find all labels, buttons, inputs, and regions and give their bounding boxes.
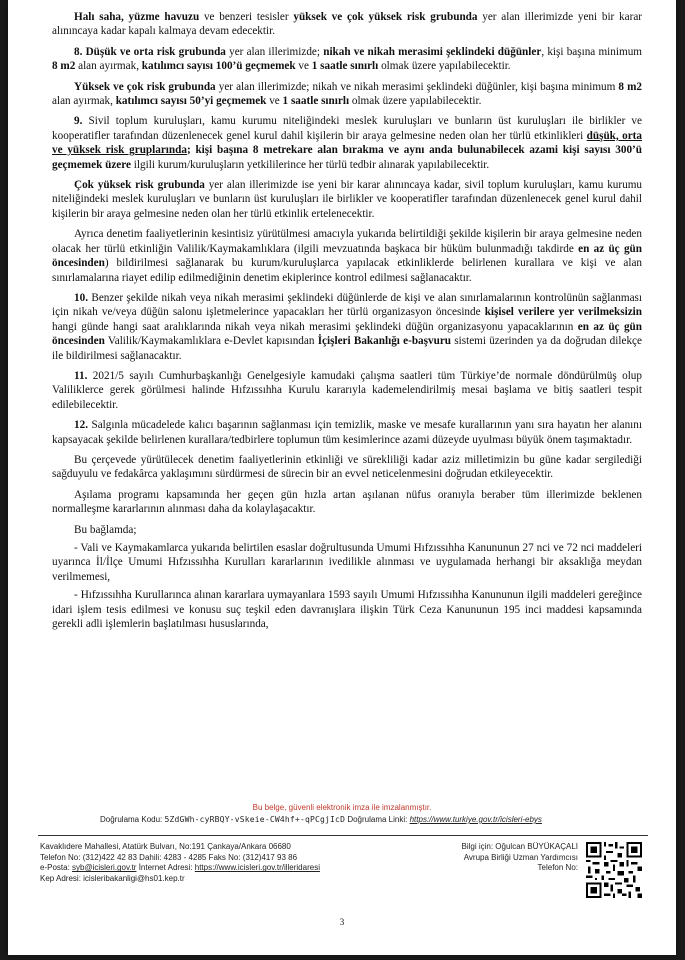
email-label: e-Posta:	[40, 863, 70, 873]
footer-phone: Telefon No: (312)422 42 83 Dahili: 4283 - 4285 Faks No: (312)417 93 86	[40, 852, 298, 862]
paragraph-text: sistemi üzerinden ya da doğrudan dilekçe ile bildirilmesi sağlanacaktır.	[52, 335, 642, 362]
paragraph-text: 1 saatle sınırlı	[282, 95, 350, 108]
paragraph-text: yer alan illerimizde;	[225, 45, 324, 58]
paragraph	[52, 45, 642, 74]
paragraph-text: Valilik/Kaymakamlıklara e-Devlet kapısından	[104, 335, 318, 348]
paragraph-text: 10.	[74, 291, 88, 304]
paragraph	[52, 114, 642, 172]
paragraph-text: 12.	[74, 419, 88, 432]
paragraph	[52, 178, 642, 221]
paragraph-text: - Hıfzıssıhha Kurullarınca alınan kararlara uymayanlara 1593 sayılı Umumi Hıfzıssıhha Kanununun ilgili maddeleri gereğince idari işlem tesis edilmesi ve konusu suç teşkil eden davranışlara ilişkin Türk Ceza Kanununun 195 inci maddesi kapsamında gerekli adli işlemlerin başlatılması hususlarında,	[52, 589, 642, 631]
document-body	[52, 10, 642, 635]
paragraph-text: olmak üzere yapılabilecektir.	[349, 95, 482, 108]
paragraph-text: ve	[266, 95, 283, 108]
paragraph-text: ; kişi başına 8 metrekare alan bırakma ve aynı anda bulunabilecek azami kişi sayısı 300’ü geçmemek üzere	[52, 144, 642, 171]
paragraph-text: Aşılama programı kapsamında her geçen gün hızla artan aşılanan nüfus oranıyla beraber tüm illerimizde beklenen normalleşme kararlarının alınması daha da kolaylaşacaktır.	[52, 488, 642, 516]
paragraph-text: ve	[295, 60, 312, 73]
paragraph-text: yüksek ve çok yüksek risk grubunda	[293, 11, 478, 23]
paragraph-text: yer alan illerimizde; nikah ve nikah merasimi şeklindeki düğünler, kişi başına minimum	[215, 80, 619, 93]
verification-line	[100, 815, 620, 824]
info-contact: Bilgi için: Oğulcan BÜYÜKAÇALI	[461, 842, 578, 851]
e-signature-note: Bu belge, güvenli elektronik imza ile imzalanmıştır.	[252, 803, 432, 812]
info-phone: Telefon No:	[537, 863, 578, 873]
paragraph	[52, 291, 642, 363]
verification-link[interactable]: https://www.turkiye.gov.tr/icisleri-ebys	[409, 815, 542, 824]
paragraph-text: alan ayırmak,	[52, 95, 116, 108]
email-link[interactable]: syb@icisleri.gov.tr	[72, 863, 137, 873]
paragraph-text: Bu bağlamda;	[74, 523, 137, 536]
paragraph-text: Halı saha, yüzme havuzu	[74, 11, 200, 23]
paragraph	[52, 227, 642, 285]
paragraph-text: 11.	[74, 369, 88, 382]
paragraph	[52, 10, 642, 39]
paragraph-text: Yüksek ve çok risk grubunda	[74, 80, 216, 93]
paragraph	[52, 488, 642, 517]
paragraph	[52, 369, 642, 412]
paragraph-text: Benzer şekilde nikah veya nikah merasimi şeklindeki düğünlerde de kişi ve alan sınırlamalarının kontrolünün sağlanması için nikah ve/veya düğün salonu işletmelerince yapacakları her türlü organizasyon öncesinde	[52, 291, 642, 319]
footer-contact-line	[40, 863, 380, 874]
paragraph-text: Salgınla mücadelede kalıcı başarının sağlanması için temizlik, maske ve mesafe kurallarının yanı sıra hayatın her alanını kapsayacak şekilde belirlenen kurallara/tedbirlere toplumun tüm kesimlerince azami düzeyde uyulması büyük önem taşımaktadır.	[52, 419, 642, 446]
paragraph	[52, 453, 642, 482]
paragraph	[52, 418, 642, 447]
paragraph-text: nikah ve nikah merasimi şeklindeki düğünler	[323, 45, 542, 58]
paragraph-text: 1 saatle sınırlı	[311, 60, 379, 73]
paragraph-text: İçişleri Bakanlığı e-başvuru	[317, 335, 452, 348]
web-link[interactable]: https://www.icisleri.gov.tr/illeridaresi	[194, 863, 320, 873]
paragraph-text: 8 m2	[52, 60, 76, 73]
web-label: İnternet Adresi:	[138, 863, 193, 873]
paragraph-text: 2021/5 sayılı Cumhurbaşkanlığı Genelgesiyle kamudaki çalışma saatleri tüm Türkiye’de normale döndürülmüş olup Valiliklerce gerek görülmesi halinde Hıfzıssıhha Kurulu kararıyla kademelendirilmiş mesai başlama ve bitiş saatleri tespit edilebilecektir.	[52, 369, 642, 411]
paragraph-text: yer alan illerimizde ise yeni bir karar alınıncaya kadar, sivil toplum kuruluşları, kamu kurumu niteliğindeki meslek kuruluşları ve bunların üst kuruluşları ile birlikler ve kooperatifler tarafından düzenlenecek genel kurul dahil kişilerin bir araya gelmesine neden olan her türlü etkinlik ertelenecektir.	[52, 179, 642, 220]
paragraph-text: Bu çerçevede yürütülecek denetim faaliyetlerinin etkinliği ve sürekliliği kadar aziz milletimizin bu güne kadar sergilediği sağduyulu ve fedakârca yaklaşımını sürdürmesi de sürecin bir an evvel neticelenmesini doğrudan etkileyecektir.	[52, 453, 642, 481]
paragraph-text: hangi günde hangi saat aralıklarında nikah veya nikah merasimi şeklindeki düğün organizasyonu yapacaklarının	[52, 320, 578, 333]
paragraph-text: olmak üzere yapılabilecektir.	[378, 60, 511, 73]
paragraph-text: alan ayırmak,	[75, 60, 142, 73]
footer-address: Kavaklıdere Mahallesi, Atatürk Bulvarı, No:191 Çankaya/Ankara 06680	[40, 842, 291, 851]
paragraph	[52, 541, 642, 584]
paragraph-text: 8 m2	[618, 80, 642, 93]
paragraph-text: en az üç gün öncesinden	[52, 242, 642, 270]
info-title: Avrupa Birliği Uzman Yardımcısı	[463, 852, 578, 862]
footer-kep: Kep Adresi: icisleribakanligi@hs01.kep.tr	[40, 873, 185, 883]
paragraph-text: 8. Düşük ve orta risk grubunda	[74, 45, 226, 58]
paragraph-text: en az üç gün öncesinden	[52, 320, 642, 348]
footer-info-block	[398, 842, 578, 874]
paragraph	[52, 588, 642, 631]
paragraph-text: ve benzeri tesisler	[199, 11, 294, 23]
paragraph-text: - Vali ve Kaymakamlarca yukarıda belirtilen esaslar doğrultusunda Umumi Hıfzıssıhha Kanununun 27 nci ve 72 nci maddeleri uyarınca İl/İlçe Umumi Hıfzıssıhha Kurulları kararlarının ivedilikle alınması ve uygulamada herhangi bir aksaklığa meydan verilmemesi,	[52, 542, 642, 583]
paragraph-text: ) bildirilmesi sağlanarak bu kurum/kuruluşlarca yapılacak etkinliklerde belirlenen kurallara ve kişi ve alan sınırlamalarına riayet edilip edilmediğinin denetim ekiplerince kontrol edilmesi sağlanacaktır.	[52, 257, 642, 284]
paragraph-text: , kişi başına minimum	[541, 45, 642, 58]
paragraph-text: katılımcı sayısı 100’ü geçmemek	[141, 60, 296, 73]
paragraph-text: 9.	[74, 115, 83, 128]
verification-code-label: Doğrulama Kodu:	[100, 815, 163, 824]
paragraph-text: katılımcı sayısı 50’yi geçmemek	[115, 95, 267, 108]
footer-divider	[38, 835, 648, 836]
document-page	[8, 0, 676, 955]
paragraph	[52, 523, 642, 537]
verification-link-label: Doğrulama Linki:	[347, 815, 408, 824]
paragraph-text: ilgili kurum/kuruluşların yetkililerince her türlü tedbir alınarak yapılabilecektir.	[131, 158, 490, 171]
paragraph-text: yer alan illerimizde yeni bir karar alınıncaya kadar kapalı kalmaya devam edecektir.	[52, 11, 643, 38]
paragraph-text: düşük, orta ve yüksek risk gruplarında	[52, 129, 642, 157]
paragraph	[52, 80, 642, 109]
paragraph-text: kişisel verilere yer verilmeksizin	[484, 306, 642, 319]
paragraph-text: Ayrıca denetim faaliyetlerinin kesintisiz yürütülmesi amacıyla yukarıda belirtildiği şekilde kişilerin bir araya gelmesine neden olacak her türlü etkinliğin Valilik/Kaymakamlıklara (ilgili mevzuatında başkaca bir hüküm bulunmadığı takdirde	[52, 228, 642, 255]
footer-address-block	[40, 842, 380, 884]
paragraph-text: Sivil toplum kuruluşları, kamu kurumu niteliğindeki meslek kuruluşları ve bunların üst kuruluşları ile birlikler ve kooperatifler tarafından düzenlenecek genel kurul dahil kişilerin bir araya gelmesine neden olan her türlü etkinlikleri	[52, 115, 642, 142]
paragraph-text: Çok yüksek risk grubunda	[74, 179, 205, 192]
verification-code: 5ZdGWh-cyRBQY-vSkeie-CW4hf+-qPCgjIcD	[164, 815, 346, 824]
qr-code-icon	[586, 842, 642, 898]
page-number: 3	[339, 917, 345, 927]
